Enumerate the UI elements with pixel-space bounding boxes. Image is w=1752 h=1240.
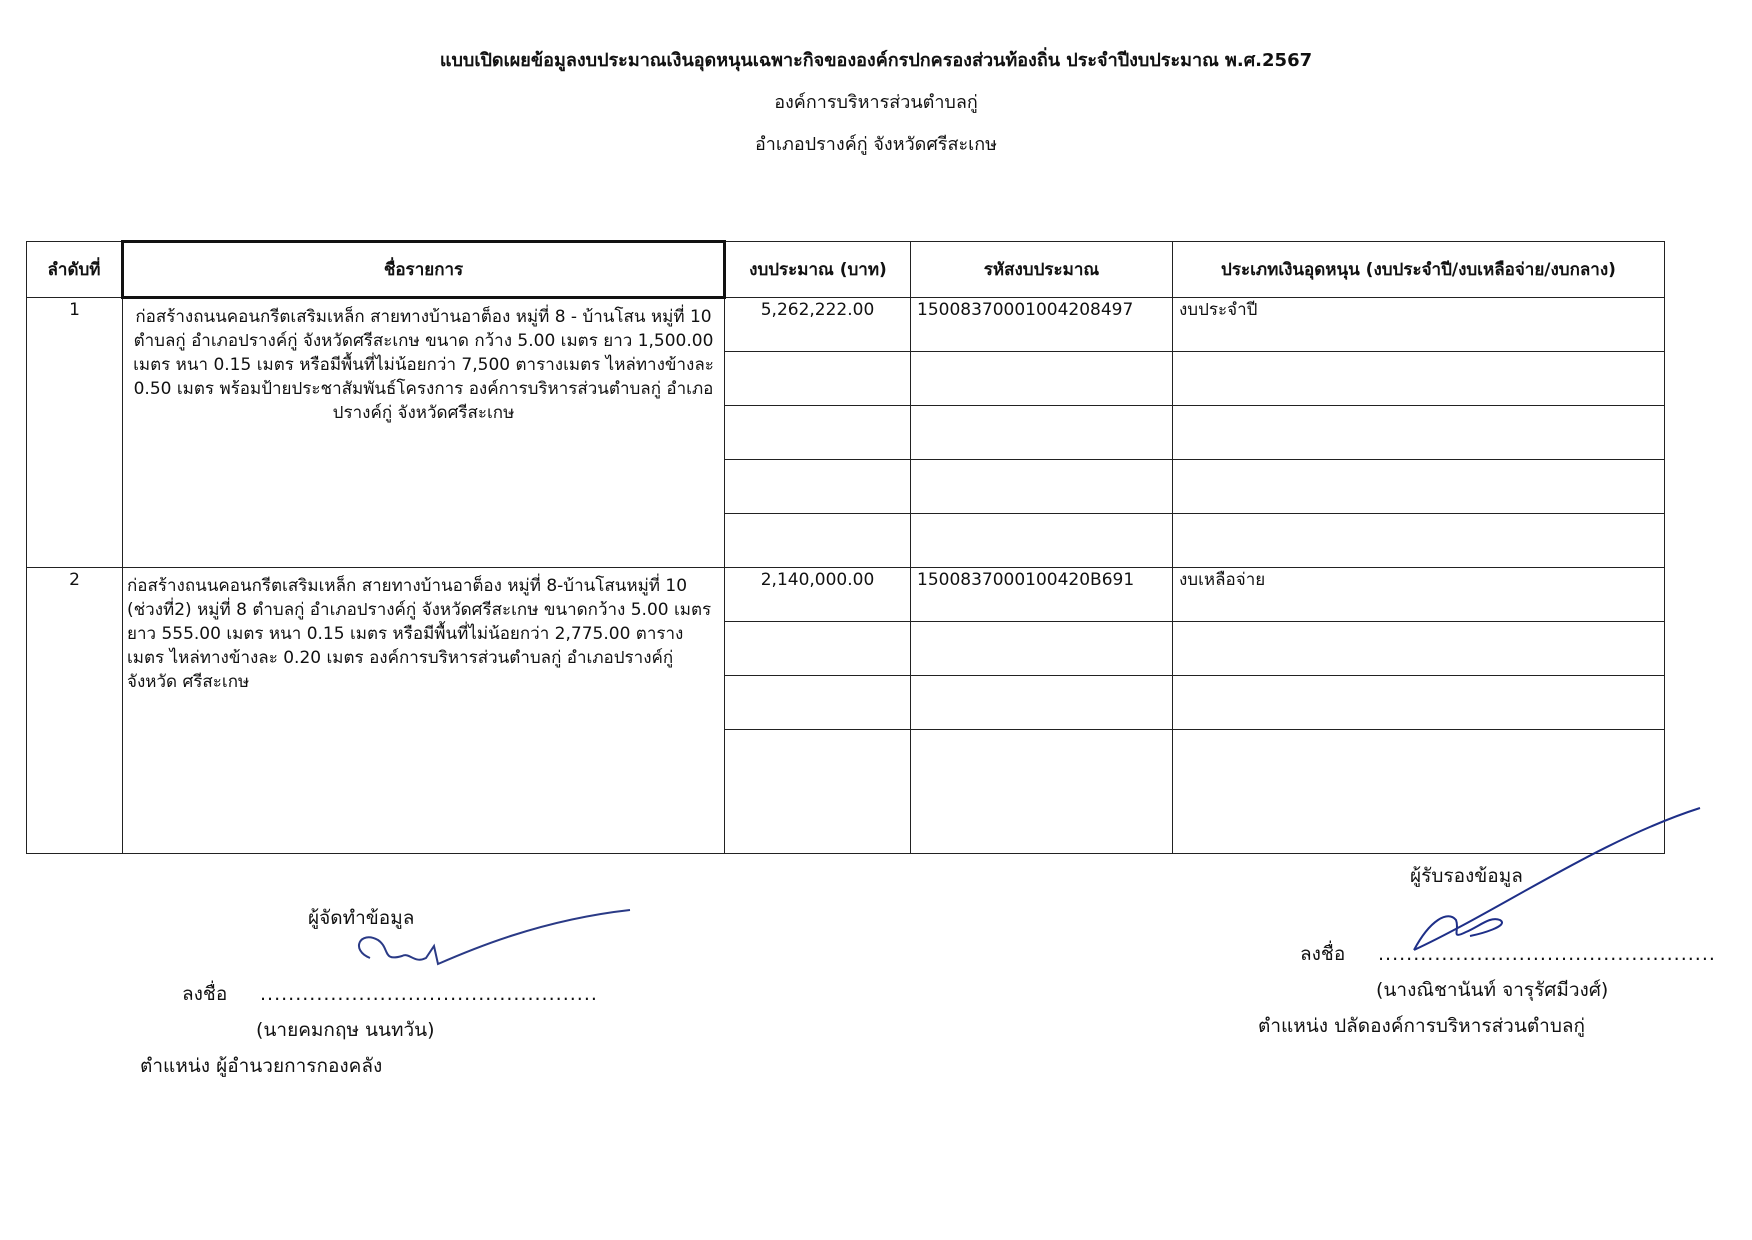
certifier-role: ผู้รับรองข้อมูล — [1410, 865, 1523, 887]
row-name: ก่อสร้างถนนคอนกรีตเสริมเหล็ก สายทางบ้านอาต็อง หมู่ที่ 8 - บ้านโสน หมู่ที่ 10 ตำบลกู่ อำเภอปรางค์กู่ จังหวัดศรีสะเกษ ขนาด กว้าง 5.00 เมตร ยาว 1,500.00 เมตร หนา 0.15 เมตร หรือมีพื้นที่ไม่น้อยกว่า 7,500 ตารางเมตร ไหล่ทางข้างละ 0.50 เมตร พร้อมป้ายประชาสัมพันธ์โครงการ องค์การบริหารส่วนตำบลกู่ อำเภอปรางค์กู่ จังหวัดศรีสะเกษ — [123, 298, 725, 568]
table-row — [27, 568, 1665, 622]
row-budget: 5,262,222.00 — [725, 298, 911, 352]
certifier-sign-label: ลงชื่อ — [1300, 943, 1346, 965]
preparer-sign-label: ลงชื่อ — [182, 983, 228, 1005]
document-title: แบบเปิดเผยข้อมูลงบประมาณเงินอุดหนุนเฉพาะกิจขององค์กรปกครองส่วนท้องถิ่น ประจำปีงบประมาณ พ.ศ.2567 — [439, 50, 1313, 71]
row-seq: 1 — [27, 298, 123, 568]
certifier-sign-line: ................................................ — [1378, 943, 1716, 965]
certifier-name: (นางณิชานันท์ จารุรัศมีวงศ์) — [1376, 979, 1609, 1001]
preparer-role: ผู้จัดทำข้อมูล — [308, 907, 415, 929]
row-name: ก่อสร้างถนนคอนกรีตเสริมเหล็ก สายทางบ้านอาต็อง หมู่ที่ 8-บ้านโสนหมู่ที่ 10 (ช่วงที่2) หมู่ที่ 8 ตำบลกู่ อำเภอปรางค์กู่ จังหวัดศรีสะเกษ ขนาดกว้าง 5.00 เมตร ยาว 555.00 เมตร หนา 0.15 เมตร หรือมีพื้นที่ไม่น้อยกว่า 2,775.00 ตารางเมตร ไหล่ทางข้างละ 0.20 เมตร องค์การบริหารส่วนตำบลกู่ อำเภอปรางค์กู่ จังหวัด ศรีสะเกษ — [123, 568, 725, 854]
preparer-name: (นายคมกฤษ นนทวัน) — [256, 1019, 435, 1041]
row-budget: 2,140,000.00 — [725, 568, 911, 622]
row-type: งบเหลือจ่าย — [1173, 568, 1665, 622]
row-type: งบประจำปี — [1173, 298, 1665, 352]
header-type: ประเภทเงินอุดหนุน (งบประจำปี/งบเหลือจ่าย/งบกลาง) — [1173, 242, 1665, 298]
table-row — [27, 298, 1665, 352]
certifier-signature-scribble — [1400, 800, 1710, 970]
header-name: ชื่อรายการ — [123, 242, 725, 298]
row-code: 1500837000100420B691 — [911, 568, 1173, 622]
preparer-position: ตำแหน่ง ผู้อำนวยการกองคลัง — [140, 1055, 383, 1077]
header-code: รหัสงบประมาณ — [911, 242, 1173, 298]
organization-location: อำเภอปรางค์กู่ จังหวัดศรีสะเกษ — [754, 134, 998, 155]
preparer-signature-scribble — [330, 900, 650, 990]
header-seq: ลำดับที่ — [27, 242, 123, 298]
row-code: 15008370001004208497 — [911, 298, 1173, 352]
budget-table — [26, 240, 1665, 854]
certifier-position: ตำแหน่ง ปลัดองค์การบริหารส่วนตำบลกู่ — [1258, 1015, 1586, 1037]
preparer-sign-line: ................................................ — [260, 983, 598, 1005]
organization-name: องค์การบริหารส่วนตำบลกู่ — [774, 92, 978, 113]
header-budget: งบประมาณ (บาท) — [725, 242, 911, 298]
row-seq: 2 — [27, 568, 123, 854]
document-header — [0, 50, 1752, 156]
